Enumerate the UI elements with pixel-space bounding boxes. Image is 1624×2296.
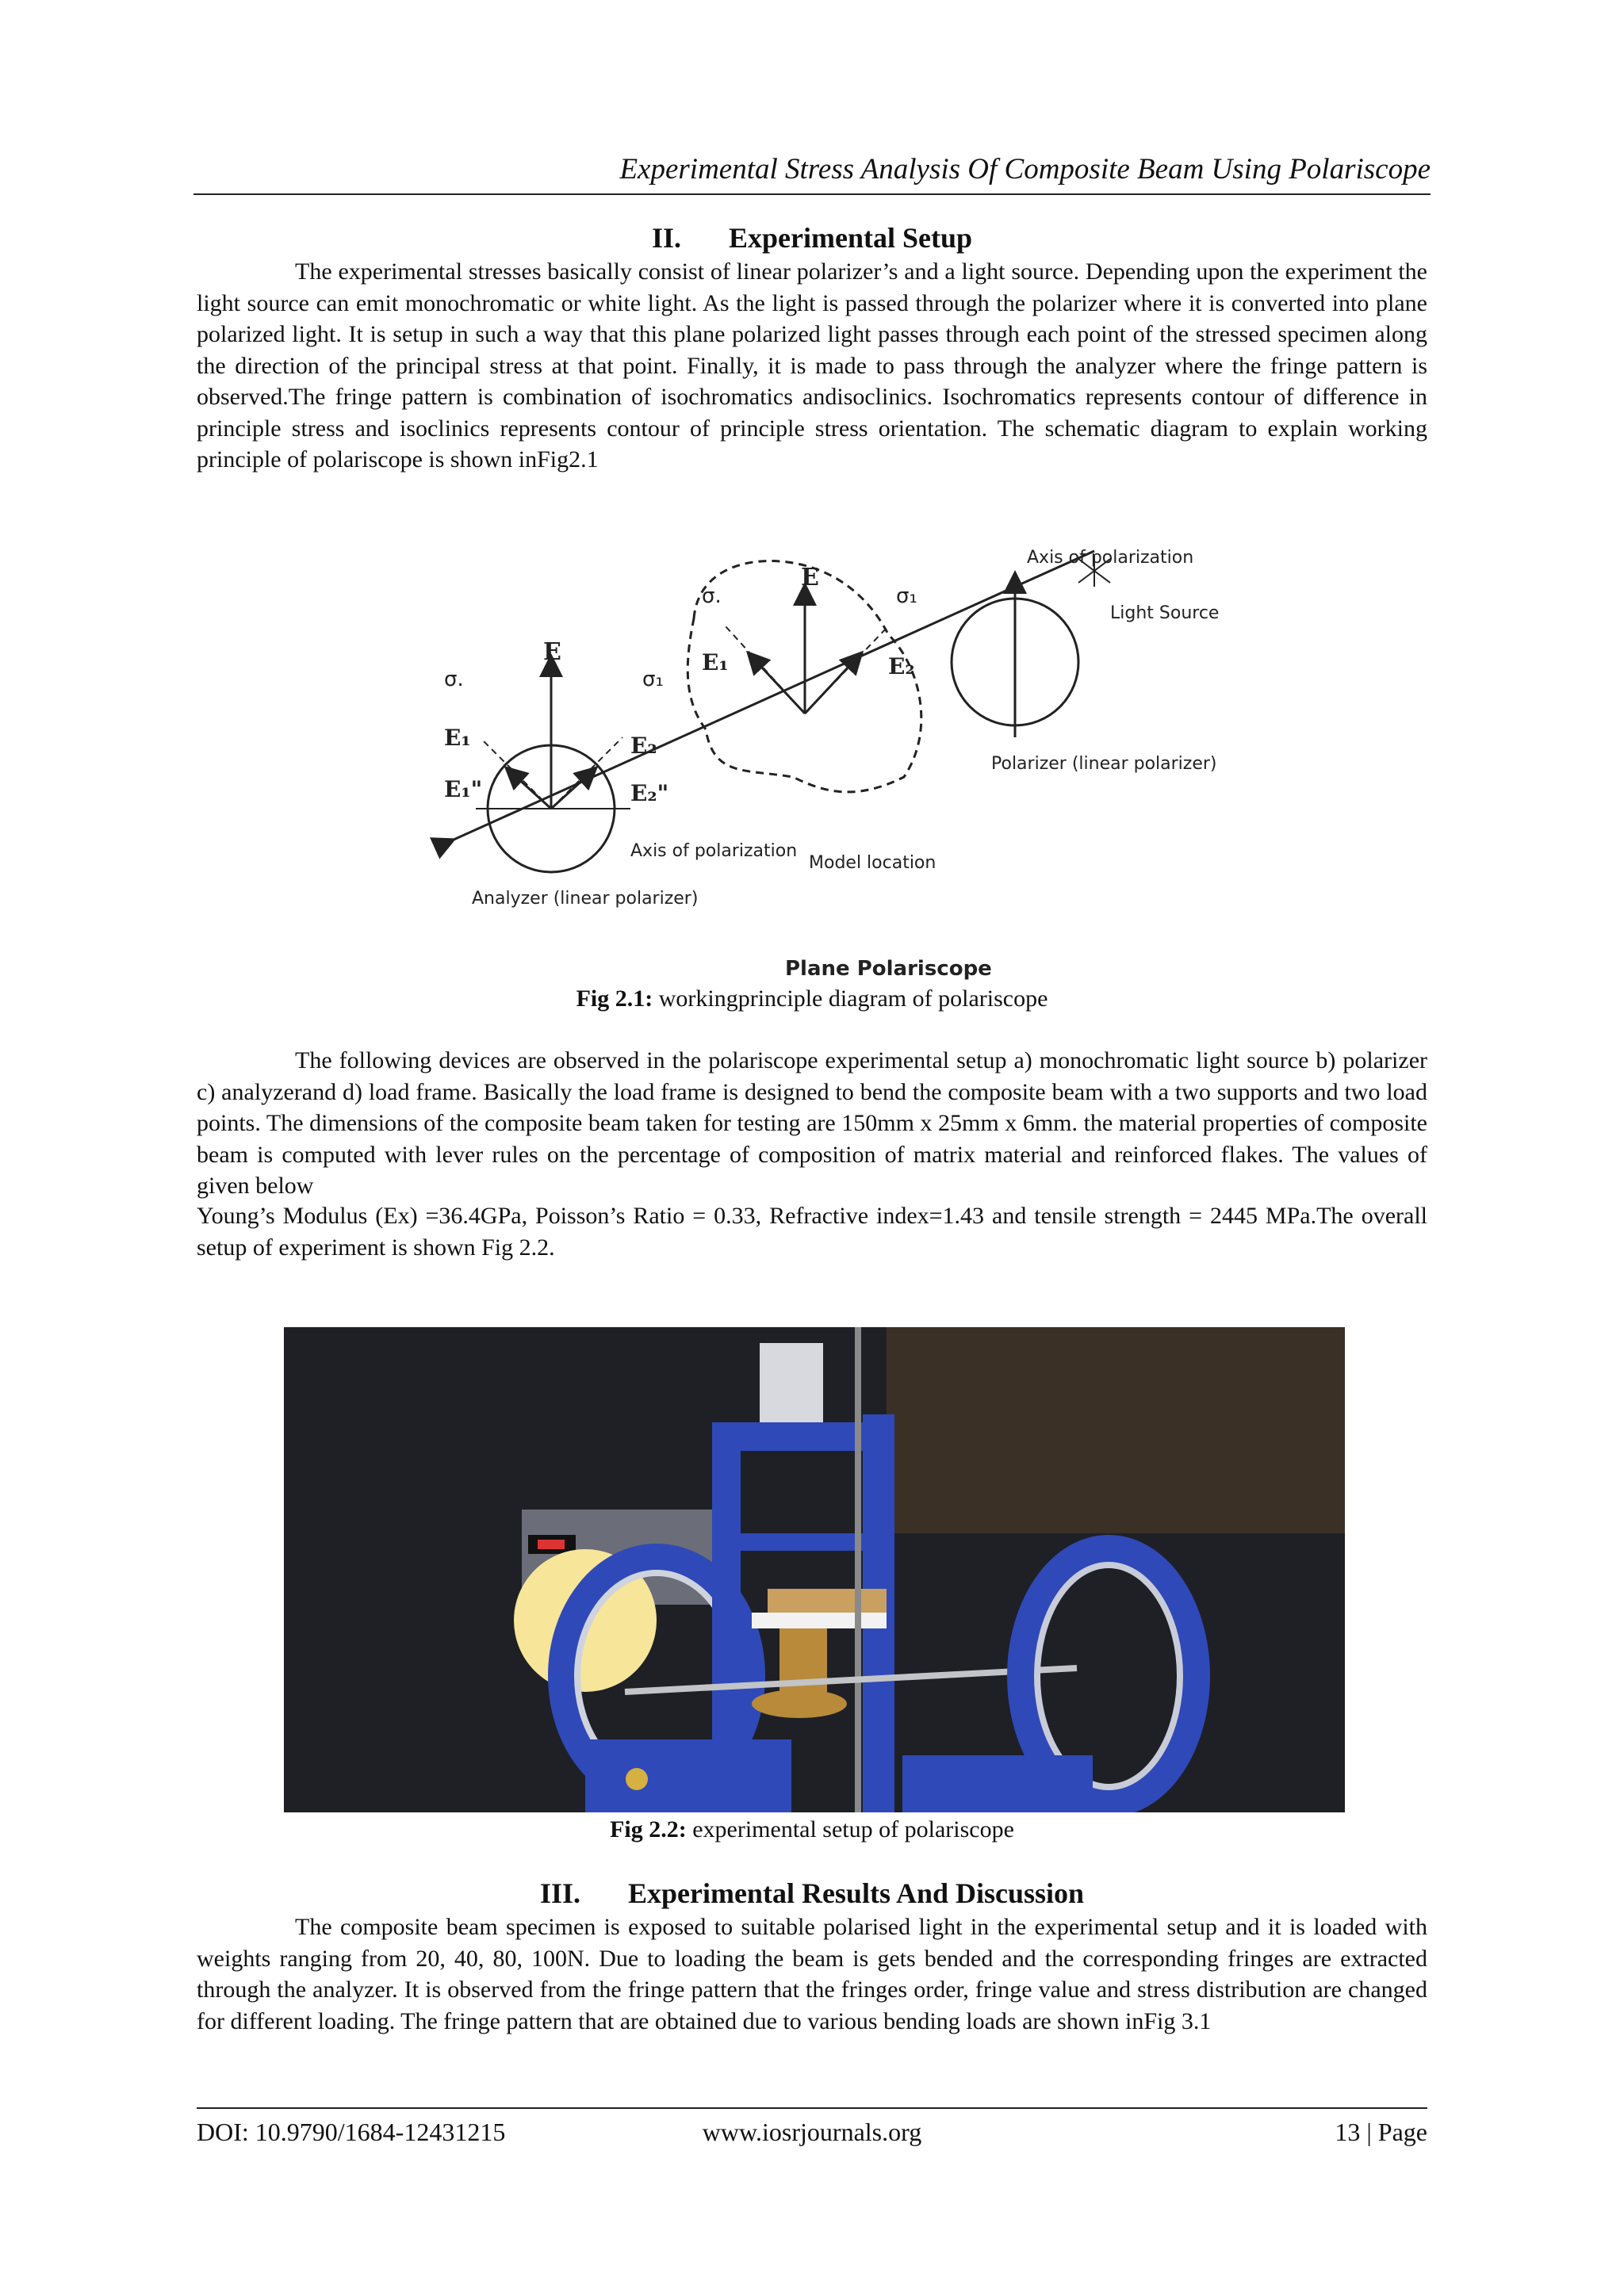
label-model-location: Model location <box>809 853 936 873</box>
label-e2-model: E₂ <box>888 653 915 679</box>
figure-2-1-caption-label: Fig 2.1: <box>576 985 653 1012</box>
section-3-number: III. <box>539 1877 580 1909</box>
label-axis-polarization-top: Axis of polarization <box>1027 548 1194 568</box>
label-e2-analyzer: E₂ <box>630 733 657 759</box>
section-3-paragraph <box>197 1911 1427 2037</box>
section-3-heading <box>193 1876 1431 1911</box>
label-polarizer: Polarizer (linear polarizer) <box>991 754 1217 774</box>
section-2-paragraph-text: The experimental stresses basically consist of linear polarizer’s and a light source. Depending upon the experiment the light source can emit monochromatic or white light. As the light is passed through the polarizer where it is converted into plane polarized light. It is setup in such a way that this plane polarized light passes through each point of the stressed specimen along the direction of the principal stress at that point. Finally, it is made to pass through the analyzer where the fringe pattern is observed.The fringe pattern is combination of isochromatics andisoclinics. Isochromatics represents contour of difference in principle stress and isoclinics represents contour of principle stress orientation. The schematic diagram to explain working principle of polariscope is shown inFig2.1 <box>197 258 1427 473</box>
figure-2-2-caption <box>193 1814 1431 1846</box>
diagram-title: Plane Polariscope <box>785 957 992 981</box>
section-2-title: Experimental Setup <box>729 222 973 254</box>
running-head: Experimental Stress Analysis Of Composite Beam Using Polariscope <box>193 151 1431 195</box>
polariscope-diagram <box>412 539 1229 991</box>
section-2-paragraph <box>197 256 1427 476</box>
label-e2-double-analyzer: E₂" <box>630 780 669 806</box>
page-footer <box>197 2107 1427 2152</box>
label-e-analyzer: E <box>543 638 561 666</box>
label-sigma-model: σ. <box>702 584 722 608</box>
experimental-setup-photo <box>284 1327 1345 1812</box>
figure-2-1-caption-text: workingprinciple diagram of polariscope <box>653 985 1048 1012</box>
footer-doi: DOI: 10.9790/1684-12431215 <box>197 2118 506 2146</box>
label-e1-analyzer: E₁ <box>444 725 471 751</box>
label-sigma1-model: σ₁ <box>896 584 917 608</box>
section-3-paragraph-text: The composite beam specimen is exposed to suitable polarised light in the experimental setup and it is loaded with weights ranging from 20, 40, 80, 100N. Due to loading the beam is gets bended and the corresponding fringes are extracted through the analyzer. It is observed from the fringe pattern that the fringes order, fringe value and stress distribution are changed for different loading. The fringe pattern that are obtained due to various bending loads are shown inFig 3.1 <box>197 1914 1427 2034</box>
label-sigma-analyzer: σ. <box>444 668 464 691</box>
label-e-model: E <box>801 564 819 591</box>
footer-website[interactable]: www.iosrjournals.org <box>702 2118 922 2146</box>
figure-2-2-caption-label: Fig 2.2: <box>610 1816 687 1843</box>
footer-page-number: 13 | Page <box>1335 2118 1427 2146</box>
figure-2-1-caption <box>193 983 1431 1015</box>
label-sigma1-analyzer: σ₁ <box>642 668 664 691</box>
label-light-source: Light Source <box>1110 603 1220 623</box>
devices-paragraph-text: The following devices are observed in the polariscope experimental setup a) monochromatic light source b) polarizer c) analyzerand d) load frame. Basically the load frame is designed to bend the composite beam with a two supports and two load points. The dimensions of the composite beam taken for testing are 150mm x 25mm x 6mm. the material properties of composite beam is computed with lever rules on the percentage of composition of matrix material and reinforced flakes. The values of given below <box>197 1047 1427 1199</box>
section-3-title: Experimental Results And Discussion <box>627 1877 1085 1909</box>
label-analyzer: Analyzer (linear polarizer) <box>472 889 699 909</box>
section-2-number: II. <box>651 222 681 254</box>
properties-paragraph: Young’s Modulus (Ex) =36.4GPa, Poisson’s Ratio = 0.33, Refractive index=1.43 and tensile strength = 2445 MPa.The overall setup of experiment is shown Fig 2.2. <box>197 1203 1427 1261</box>
figure-2-2-caption-text: experimental setup of polariscope <box>686 1816 1014 1843</box>
section-2-heading <box>193 220 1431 255</box>
analyzer-e1-arrow <box>508 769 551 809</box>
label-e1-model: E₁ <box>702 649 729 675</box>
experimental-setup-illustration <box>284 1327 1345 1812</box>
devices-paragraph <box>197 1045 1427 1202</box>
label-e1-double-analyzer: E₁" <box>444 776 483 802</box>
label-axis-polarization-bottom: Axis of polarization <box>630 841 798 861</box>
light-path-line <box>452 587 1015 840</box>
analyzer-e2-arrow <box>551 769 595 809</box>
